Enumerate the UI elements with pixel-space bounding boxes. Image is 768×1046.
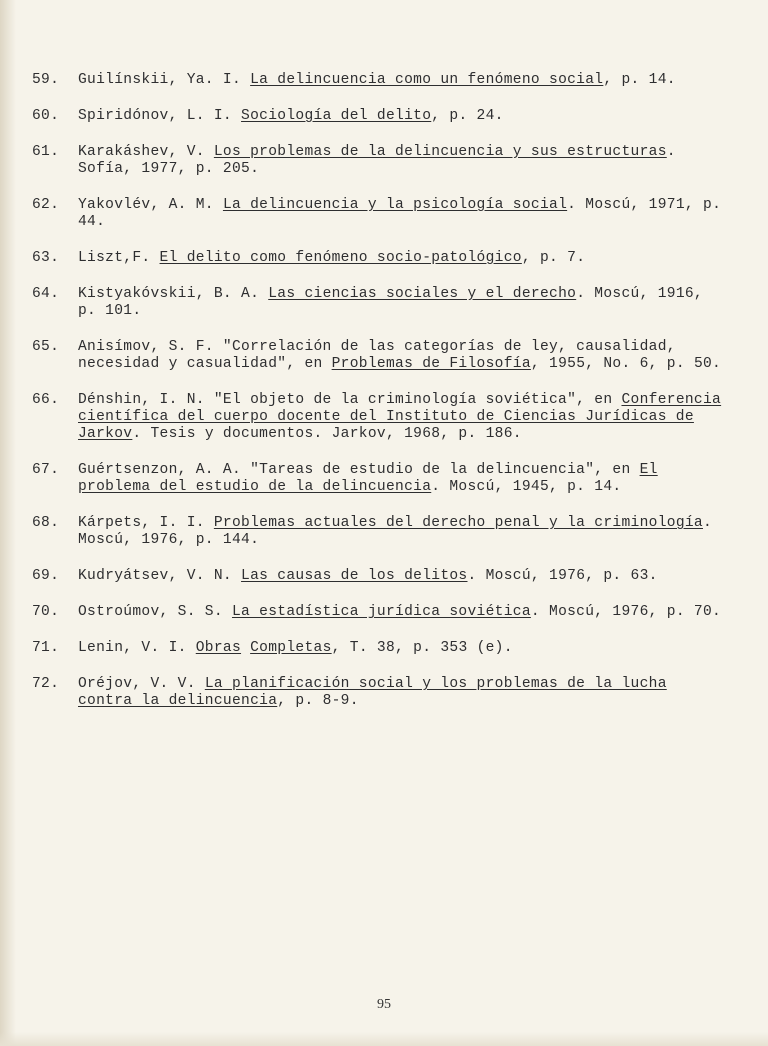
citation-author: Yakovlév, A. M.	[78, 197, 223, 213]
citation-author: Lenin, V. I.	[78, 640, 196, 656]
endnote-text	[78, 604, 722, 621]
endnote-number: 68.	[32, 515, 60, 531]
endnote-item	[32, 640, 722, 657]
citation-author: Kistyakóvskii, B. A.	[78, 286, 269, 302]
endnote-text	[78, 286, 722, 320]
endnote-item	[32, 144, 722, 178]
endnote-text	[78, 462, 722, 496]
citation-title: El delito como fenómeno socio-patológico	[159, 250, 522, 266]
endnote-text	[78, 197, 722, 231]
citation-details: , p. 7.	[521, 250, 586, 266]
citation-author: Spiridónov, L. I.	[78, 108, 242, 124]
citation-details: . Sofía, 1977, p. 205.	[78, 144, 676, 177]
citation-title: La delincuencia como un fenómeno social	[250, 72, 604, 88]
endnote-text	[78, 250, 722, 267]
citation-author: Kudryátsev, V. N.	[78, 568, 242, 584]
endnote-item	[32, 604, 722, 621]
endnote-number: 64.	[32, 286, 60, 302]
citation-details: , p. 8-9.	[277, 693, 359, 709]
endnote-number: 66.	[32, 392, 60, 408]
citation-details: . Moscú, 1916, p. 101.	[78, 286, 703, 319]
citation-title: La planificación social y los problemas de la lucha contra la delincuencia	[78, 676, 667, 709]
endnote-number: 59.	[32, 72, 60, 88]
citation-details	[241, 640, 250, 656]
citation-author: Anisímov, S. F. "Correlación de las categorías de ley, causalidad, necesidad y casualidad", en	[78, 339, 676, 372]
page-bottom-shadow	[0, 1032, 768, 1046]
citation-author: Guértsenzon, A. A. "Tareas de estudio de la delincuencia", en	[78, 462, 640, 478]
citation-details: . Moscú, 1976, p. 144.	[78, 515, 713, 548]
endnote-item	[32, 286, 722, 320]
endnote-number: 60.	[32, 108, 60, 124]
citation-title: Problemas actuales del derecho penal y la criminología	[213, 515, 703, 531]
endnote-number: 67.	[32, 462, 60, 478]
citation-title: Los problemas de la delincuencia y sus estructuras	[213, 144, 667, 160]
endnote-number: 62.	[32, 197, 60, 213]
endnote-number: 65.	[32, 339, 60, 355]
citation-details-end: , T. 38, p. 353 (e).	[331, 640, 513, 656]
citation-title: La delincuencia y la psicología social	[222, 197, 568, 213]
endnote-item	[32, 676, 722, 710]
endnotes-list	[32, 72, 722, 729]
citation-details: . Moscú, 1945, p. 14.	[431, 479, 622, 495]
citation-author: Liszt,F.	[78, 250, 160, 266]
endnote-text	[78, 392, 722, 443]
endnote-number: 61.	[32, 144, 60, 160]
endnote-item	[32, 339, 722, 373]
endnote-item	[32, 72, 722, 89]
endnote-item	[32, 392, 722, 443]
citation-title: Conferencia científica del cuerpo docente del Instituto de Ciencias Jurídicas de Jarkov	[78, 392, 722, 442]
citation-author: Ostroúmov, S. S.	[78, 604, 232, 620]
endnote-number: 69.	[32, 568, 60, 584]
citation-details: . Moscú, 1976, p. 70.	[530, 604, 722, 620]
endnote-item	[32, 250, 722, 267]
citation-title: Obras	[195, 640, 242, 656]
citation-details: . Tesis y documentos. Jarkov, 1968, p. 186.	[132, 426, 522, 442]
endnote-item	[32, 515, 722, 549]
endnote-number: 72.	[32, 676, 60, 692]
endnote-text	[78, 339, 722, 373]
endnote-text	[78, 676, 722, 710]
endnote-text	[78, 144, 722, 178]
citation-title: Problemas de Filosofía	[331, 356, 531, 372]
page-edge-shadow	[0, 0, 16, 1046]
endnote-item	[32, 108, 722, 125]
endnote-text	[78, 72, 722, 89]
citation-details: , p. 24.	[431, 108, 504, 124]
citation-author: Dénshin, I. N. "El objeto de la criminología soviética", en	[78, 392, 622, 408]
endnote-number: 63.	[32, 250, 60, 266]
citation-details: , p. 14.	[603, 72, 676, 88]
citation-title: La estadística jurídica soviética	[231, 604, 531, 620]
citation-details: . Moscú, 1976, p. 63.	[467, 568, 658, 584]
citation-author: Oréjov, V. V.	[78, 676, 205, 692]
endnote-text	[78, 568, 722, 585]
endnote-item	[32, 568, 722, 585]
citation-author: Kárpets, I. I.	[78, 515, 214, 531]
endnote-text	[78, 108, 722, 125]
citation-title: Las causas de los delitos	[241, 568, 468, 584]
citation-author: Karakáshev, V.	[78, 144, 214, 160]
endnote-item	[32, 462, 722, 496]
endnote-number: 71.	[32, 640, 60, 656]
page-number: 95	[377, 997, 391, 1012]
endnote-text	[78, 640, 722, 657]
citation-title: Las ciencias sociales y el derecho	[268, 286, 577, 302]
citation-details: , 1955, No. 6, p. 50.	[530, 356, 722, 372]
citation-details: . Moscú, 1971, p. 44.	[78, 197, 722, 230]
endnote-item	[32, 197, 722, 231]
citation-title: El problema del estudio de la delincuencia	[78, 462, 658, 495]
endnote-number: 70.	[32, 604, 60, 620]
citation-title: Sociología del delito	[241, 108, 432, 124]
citation-author: Guilínskii, Ya. I.	[78, 72, 251, 88]
endnote-text	[78, 515, 722, 549]
citation-title-continued: Completas	[250, 640, 332, 656]
